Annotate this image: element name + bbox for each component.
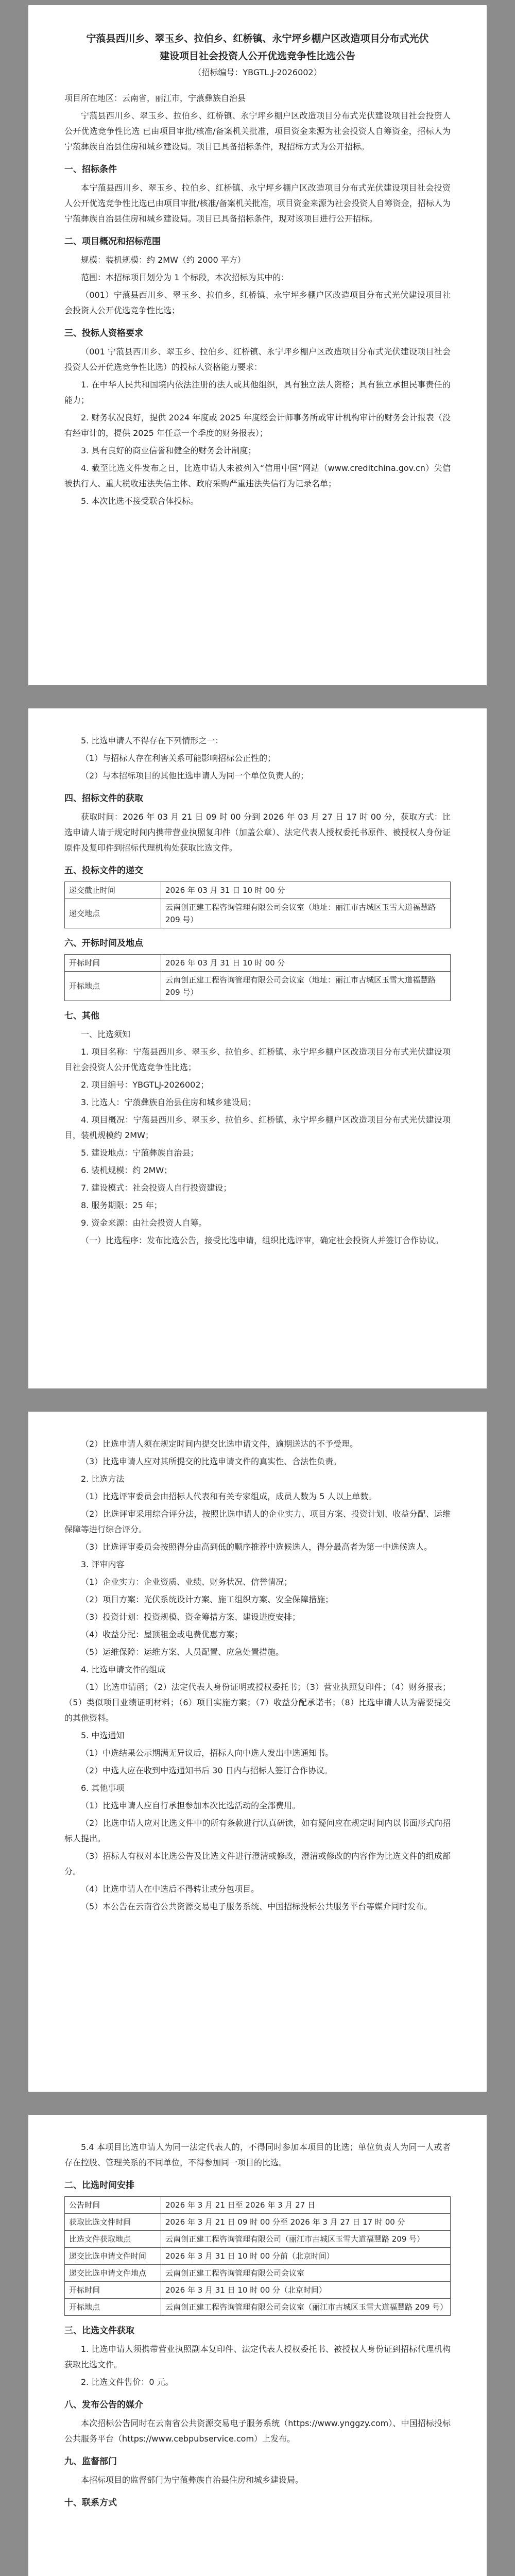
table-cell: 开标时间	[65, 955, 161, 972]
table-row	[65, 882, 451, 899]
paragraph: （2）项目方案：光伏系统设计方案、施工组织方案、安全保障措施；	[81, 1595, 334, 1604]
paragraph: （1）企业实力：企业资质、业绩、财务状况、信誉情况；	[81, 1577, 293, 1587]
section-heading: 七、其他	[64, 1011, 99, 1021]
section-heading: 三、投标人资格要求	[64, 328, 143, 338]
table-cell: 云南创正建工程咨询管理有限公司会议室（地址：丽江市古城区玉雪大道福慧路 209 号）	[161, 899, 451, 928]
table-cell: 开标时间	[65, 2282, 161, 2299]
table-row	[65, 2248, 451, 2265]
document-page-4	[28, 2115, 487, 2576]
table-row	[65, 2197, 451, 2214]
opening-table	[64, 954, 451, 1001]
section-heading: 五、投标文件的递交	[64, 866, 143, 876]
table-cell: 云南创正建工程咨询管理有限公司（丽江市古城区玉雪大道福慧路 209 号）	[161, 2231, 451, 2248]
paragraph: 本次招标公告同时在云南省公共资源交易电子服务系统（https://www.ynggzy.com）、中国招标投标公共服务平台（https://www.cebpubservice.com）上发布。	[64, 2418, 451, 2444]
paragraph: （4）比选申请人在中选后不得转让或分包项目。	[81, 1884, 260, 1894]
schedule-table	[64, 2196, 451, 2316]
table-cell: 2026 年 03 月 31 日 10 时 00 分	[161, 955, 451, 972]
table-cell: 2026 年 3 月 21 日至 2026 年 3 月 27 日	[161, 2197, 451, 2214]
paragraph: （3）比选申请人应对其所提交的比选申请文件的真实性、合法性负责。	[81, 1456, 342, 1466]
table-cell: 递交比选申请文件地点	[65, 2265, 161, 2282]
section-heading: 一、招标条件	[64, 164, 117, 175]
table-cell: 开标地点	[65, 2299, 161, 2316]
paragraph: （4）收益分配：屋顶租金或电费优惠方案；	[81, 1630, 243, 1639]
table-cell: 2026 年 3 月 21 日 09 时 00 分至 2026 年 3 月 27 日 17 时 00 分	[161, 2214, 451, 2231]
section-heading: 四、招标文件的获取	[64, 793, 143, 804]
paragraph: 2. 比选方法	[81, 1474, 125, 1484]
paragraph: （1）与招标人存在利害关系可能影响招标公正性的；	[81, 753, 276, 763]
table-cell: 云南创正建工程咨询管理有限公司会议室	[161, 2265, 451, 2282]
paragraph: 9. 资金来源：由社会投资人自筹。	[81, 1218, 207, 1228]
paragraph: 范围：本招标项目划分为 1 个标段，本次招标为其中的：	[81, 273, 289, 282]
paragraph: 5.4 本项目比选申请人为同一法定代表人的，不得同时参加本项目的比选；单位负责人为同一人或者存在控股、管理关系的不同单位，不得参加同一项目的比选。	[64, 2142, 451, 2167]
notice-title-line1: 宁蒗县西川乡、翠玉乡、拉伯乡、红桥镇、永宁坪乡棚户区改造项目分布式光伏	[86, 33, 429, 44]
paragraph: （1）中选结果公示期满无异议后，招标人向中选人发出中选通知书。	[81, 1748, 334, 1758]
paragraph: （一）比选程序：发布比选公告，接受比选申请，组织比选评审，确定社会投资人并签订合作协议。	[81, 1235, 444, 1245]
paragraph: （1）比选申请人应自行承担参加本次比选活动的全部费用。	[81, 1801, 301, 1810]
paragraph: （3）招标人有权对本比选公告及比选文件进行澄清或修改，澄清或修改的内容作为比选文件的组成部分。	[64, 1851, 451, 1876]
table-cell: 2026 年 3 月 31 日 10 时 00 分前（北京时间）	[161, 2248, 451, 2265]
section-heading: 十、联系方式	[64, 2498, 117, 2508]
paragraph: 2. 财务状况良好，提供 2024 年度或 2025 年度经会计师事务所或审计机构审计的财务会计报表（没有经审计的，提供 2025 年任意一个季度的财务报表）；	[64, 413, 451, 438]
section-heading: 九、监督部门	[64, 2456, 117, 2467]
paragraph: 4. 比选申请文件的组成	[81, 1665, 166, 1674]
paragraph: 5. 中选通知	[81, 1731, 125, 1740]
paragraph: 3. 具有良好的商业信誉和健全的财务会计制度；	[81, 446, 256, 455]
table-cell: 递交地点	[65, 899, 161, 928]
table-row	[65, 2265, 451, 2282]
table-cell: 公告时间	[65, 2197, 161, 2214]
table-cell: 云南创正建工程咨询管理有限公司会议室（丽江市古城区玉雪大道福慧路 209 号）	[161, 2299, 451, 2316]
paragraph: （2）与本招标项目的其他比选申请人为同一个单位负责人的；	[81, 771, 309, 781]
paragraph: 7. 建设模式：社会投资人自行投资建设；	[81, 1183, 232, 1193]
paragraph: 4. 截至比选文件发布之日，比选申请人未被列入“信用中国”网站（www.creditchina.gov.cn）失信被执行人、重大税收违法失信主体、政府采购严重违法失信行为记录名单；	[64, 463, 451, 488]
table-row	[65, 2214, 451, 2231]
table-row	[65, 899, 451, 928]
paragraph: （2）比选申请人须在规定时间内提交比选申请文件，逾期送达的不予受理。	[81, 1439, 358, 1449]
paragraph: （5）本公告在云南省公共资源交易电子服务系统、中国招标投标公共服务平台等媒介同时发布。	[81, 1902, 433, 1911]
table-cell: 2026 年 3 月 31 日 10 时 00 分（北京时间）	[161, 2282, 451, 2299]
paragraph: 6. 其他事项	[81, 1783, 125, 1793]
paragraph: （001）宁蒗县西川乡、翠玉乡、拉伯乡、红桥镇、永宁坪乡棚户区改造项目分布式光伏建设项目社会投资人公开优选竞争性比选；	[64, 290, 451, 315]
paragraph: （3）投资计划：投资规模、资金筹措方案、建设进度安排；	[81, 1612, 301, 1622]
table-cell: 递交比选申请文件时间	[65, 2248, 161, 2265]
paragraph: 本招标项目的监督部门为宁蒗彝族自治县住房和城乡建设局。	[81, 2475, 304, 2485]
table-row	[65, 955, 451, 972]
paragraph: （2）中选人应在收到中选通知书后 30 日内与招标人签订合作协议。	[81, 1766, 333, 1775]
table-cell: 开标地点	[65, 972, 161, 1001]
section-heading: 二、项目概况和招标范围	[64, 236, 161, 247]
notice-title-line2: 建设项目社会投资人公开优选竞争性比选公告	[159, 50, 355, 62]
table-cell: 递交截止时间	[65, 882, 161, 899]
paragraph: （5）运维保障：运维方案、人员配置、应急处置措施。	[81, 1647, 284, 1657]
table-cell: 获取比选文件时间	[65, 2214, 161, 2231]
paragraph: （2）比选评审采用综合评分法，按照比选申请人的企业实力、项目方案、投资计划、收益分配、运维保障等进行综合评分。	[64, 1509, 451, 1534]
project-location: 项目所在地区：云南省，丽江市，宁蒗彝族自治县	[64, 93, 246, 103]
paragraph: （1）比选申请函；（2）法定代表人身份证明或授权委托书；（3）营业执照复印件；（4）财务报表；（5）类似项目业绩证明材料；（6）项目实施方案；（7）收益分配承诺书；（8）比选申请人认为需要提交的其他资料。	[64, 1682, 451, 1723]
table-row	[65, 2282, 451, 2299]
paragraph: 1. 项目名称：宁蒗县西川乡、翠玉乡、拉伯乡、红桥镇、永宁坪乡棚户区改造项目分布式光伏建设项目社会投资人公开优选竞争性比选；	[64, 1047, 451, 1072]
section-heading: 三、比选文件获取	[64, 2326, 134, 2336]
paragraph: 1. 比选申请人须携带营业执照副本复印件、法定代表人授权委托书、被授权人身份证到招标代理机构获取比选文件。	[64, 2344, 451, 2369]
paragraph: （001 宁蒗县西川乡、翠玉乡、拉伯乡、红桥镇、永宁坪乡棚户区改造项目分布式光伏建设项目社会投资人公开优选竞争性比选）的投标人资格能力要求：	[64, 347, 451, 372]
paragraph: 3. 评审内容	[81, 1560, 125, 1569]
paragraph: 3. 比选人：宁蒗彝族自治县住房和城乡建设局；	[81, 1097, 256, 1107]
paragraph: 8. 服务期限：25 年；	[81, 1200, 162, 1210]
paragraph: 6. 装机规模：约 2MW；	[81, 1165, 173, 1175]
table-row	[65, 2231, 451, 2248]
document-page-3	[28, 1412, 487, 2092]
intro-paragraph: 宁蒗县西川乡、翠玉乡、拉伯乡、红桥镇、永宁坪乡棚户区改造项目分布式光伏建设项目社会投资人公开优选竞争性比选 已由项目审批/核准/备案机关批准，项目资金来源为社会投资人自筹资金，招标人为宁蒗彝族自治县住房和城乡建设局。项目已具备招标条件，现招标方式为公开招标。	[64, 111, 451, 151]
paragraph: 2. 比选文件售价：0 元。	[81, 2377, 174, 2387]
paragraph: 4. 项目概况：宁蒗县西川乡、翠玉乡、拉伯乡、红桥镇、永宁坪乡棚户区改造项目分布式光伏建设项目，装机规模约 2MW；	[64, 1115, 451, 1140]
section-heading: 二、比选时间安排	[64, 2180, 134, 2191]
paragraph: 5. 建设地点：宁蒗彝族自治县；	[81, 1148, 199, 1158]
paragraph: （2）比选申请人应对比选文件中的所有条款进行认真研读，如有疑问应在规定时间内以书面形式向招标人提出。	[64, 1818, 451, 1843]
section-heading: 八、发布公告的媒介	[64, 2400, 143, 2410]
paragraph: 2. 项目编号：YBGTLJ-2026002；	[81, 1080, 209, 1090]
paragraph: 规模：装机规模：约 2MW（约 2000 平方）	[81, 255, 246, 265]
paragraph: 一、比选须知	[81, 1029, 131, 1039]
table-row	[65, 2299, 451, 2316]
table-row	[65, 972, 451, 1001]
section-heading: 六、开标时间及地点	[64, 938, 143, 948]
paragraph: 5. 本次比选不接受联合体投标。	[81, 496, 199, 506]
paragraph: （1）比选评审委员会由招标人代表和有关专家组成，成员人数为 5 人以上单数。	[81, 1492, 377, 1501]
paragraph: 1. 在中华人民共和国境内依法注册的法人或其他组织，具有独立法人资格；具有独立承担民事责任的能力；	[64, 380, 451, 405]
paragraph: 5. 比选申请人不得存在下列情形之一：	[81, 736, 224, 745]
document-page-2	[28, 708, 487, 1388]
table-cell: 云南创正建工程咨询管理有限公司会议室（地址：丽江市古城区玉雪大道福慧路 209 号）	[161, 972, 451, 1001]
document-page-1	[28, 5, 487, 685]
notice-number: （招标编号：YBGTL.J-2026002）	[193, 67, 322, 77]
table-cell: 比选文件获取地点	[65, 2231, 161, 2248]
paragraph: （3）比选评审委员会按照得分由高到低的顺序推荐中选候选人，得分最高者为第一中选候选人。	[81, 1542, 433, 1552]
paragraph: 获取时间：2026 年 03 月 21 日 09 时 00 分到 2026 年 03 月 27 日 17 时 00 分，获取方式：比选申请人请于规定时间内携带营业执照复印件（加盖公章）、法定代表人授权委托书原件、被授权人身份证原件及复印件到招标代理机构处获取比选文件。	[64, 812, 451, 853]
paragraph: 本宁蒗县西川乡、翠玉乡、拉伯乡、红桥镇、永宁坪乡棚户区改造项目分布式光伏建设项目社会投资人公开优选竞争性比选已由项目审批/核准/备案机关批准，项目资金来源为社会投资人自筹资金，招标人为宁蒗彝族自治县住房和城乡建设局。项目已具备招标条件，现对该项目进行公开招标。	[64, 183, 451, 224]
submission-table	[64, 882, 451, 928]
table-cell: 2026 年 03 月 31 日 10 时 00 分	[161, 882, 451, 899]
